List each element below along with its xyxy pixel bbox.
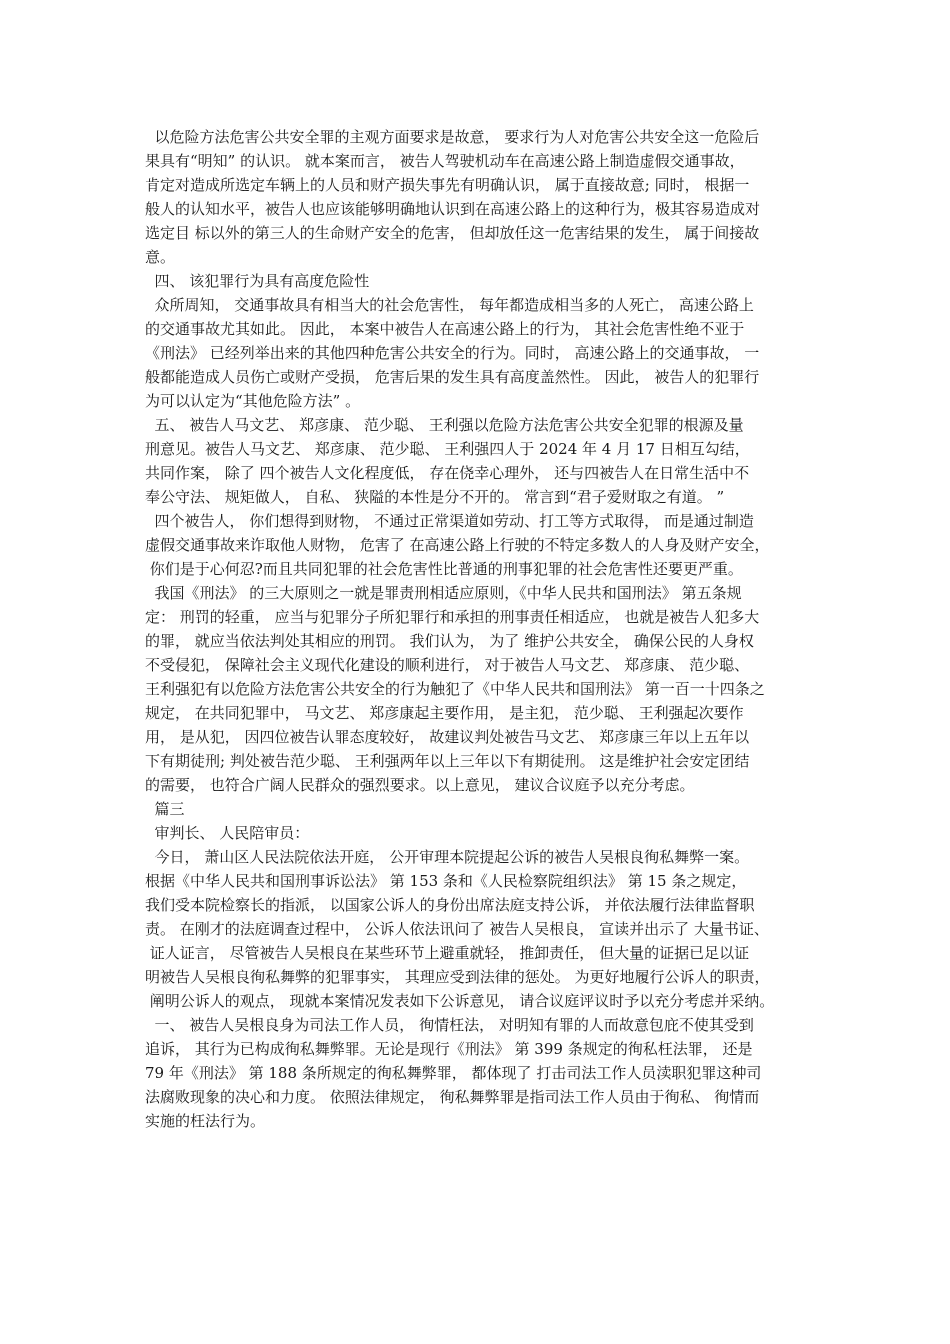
text-line: 的需要， 也符合广阔人民群众的强烈要求。以上意见， 建议合议庭予以充分考虑。 [145,776,695,794]
text-line: 责。 在刚才的法庭调查过程中， 公诉人依法讯问了 被告人吴根良， 宣读并出示了 大量书证、 [145,920,769,938]
text-line: 今日， 萧山区人民法院依法开庭， 公开审理本院提起公诉的被告人吴根良徇私舞弊一案。 [145,848,750,866]
text-line: 审判长、 人民陪审员： [145,824,310,842]
text-line: 定： 刑罚的轻重， 应当与犯罪分子所犯罪行和承担的刑事责任相适应， 也就是被告人犯多大 [145,608,760,626]
text-line: 实施的枉法行为。 [145,1112,266,1130]
text-line: 规定， 在共同犯罪中， 马文艺、 郑彦康起主要作用， 是主犯， 范少聪、 王利强起次要作 [145,704,744,722]
text-line: 我们受本院检察长的指派， 以国家公诉人的身份出席法庭支持公诉， 并依法履行法律监督职 [145,896,755,914]
text-line: 的交通事故尤其如此。 因此， 本案中被告人在高速公路上的行为， 其社会危害性绝不亚于 [145,320,745,338]
text-line: 下有期徒刑; 判处被告范少聪、 王利强两年以上三年以下有期徒刑。 这是维护社会安定团结 [145,752,750,770]
text-line: 刑意见。被告人马文艺、 郑彦康、 范少聪、 王利强四人于 2024 年 4 月 17 日相互勾结， [145,440,750,458]
text-line: 虚假交通事故来诈取他人财物， 危害了 在高速公路上行驶的不特定多数人的人身及财产安全， [145,536,770,554]
text-line: 追诉， 其行为已构成徇私舞弊罪。无论是现行《刑法》 第 399 条规定的徇私枉法罪， 还是 [145,1040,753,1058]
text-line: 众所周知， 交通事故具有相当大的社会危害性， 每年都造成相当多的人死亡， 高速公路上 [145,296,754,314]
text-line: 共同作案， 除了 四个被告人文化程度低， 存在侥幸心理外， 还与四被告人在日常生活中不 [145,464,750,482]
document-page [145,125,820,1133]
text-line: 果具有“明知” 的认识。 就本案而言， 被告人驾驶机动车在高速公路上制造虚假交通事故， [145,152,745,170]
text-line: 明被告人吴根良徇私舞弊的犯罪事实， 其理应受到法律的惩处。 为更好地履行公诉人的职责， [145,968,770,986]
text-line: 的罪， 就应当依法判处其相应的刑罚。 我们认为， 为了 维护公共安全， 确保公民的人身权 [145,632,754,650]
text-line: 奉公守法、 规矩做人， 自私、 狭隘的本性是分不开的。 常言到“君子爱财取之有道。 ” [145,488,725,506]
text-line: 王利强犯有以危险方法危害公共安全的行为触犯了《中华人民共和国刑法》 第一百一十四条之 [145,680,765,698]
text-line: 肯定对造成所选定车辆上的人员和财产损失事先有明确认识， 属于直接故意; 同时， 根据一 [145,176,750,194]
text-line: 五、 被告人马文艺、 郑彦康、 范少聪、 王利强以危险方法危害公共安全犯罪的根源及量 [145,416,744,434]
text-line: 阐明公诉人的观点， 现就本案情况发表如下公诉意见， 请合议庭评议时予以充分考虑并采纳。 [145,992,775,1010]
text-line: 以危险方法危害公共安全罪的主观方面要求是故意， 要求行为人对危害公共安全这一危险后 [145,128,760,146]
text-line: 选定目 标以外的第三人的生命财产安全的危害， 但却放任这一危害结果的发生， 属于间接故 [145,224,760,242]
text-line: 你们是于心何忍?而且共同犯罪的社会危害性比普通的刑事犯罪的社会危害性还要更严重。 [145,560,743,578]
text-line: 四、 该犯罪行为具有高度危险性 [145,272,370,290]
text-line: 意。 [145,248,176,266]
text-line: 一、 被告人吴根良身为司法工作人员， 徇情枉法， 对明知有罪的人而故意包庇不使其受到 [145,1016,754,1034]
text-line: 般都能造成人员伤亡或财产受损， 危害后果的发生具有高度盖然性。 因此， 被告人的犯罪行 [145,368,760,386]
text-line: 篇三 [145,800,185,818]
text-line: 用， 是从犯， 因四位被告认罪态度较好， 故建议判处被告马文艺、 郑彦康三年以上五年以 [145,728,750,746]
text-line: 根据《中华人民共和国刑事诉讼法》 第 153 条和《人民检察院组织法》 第 15 条之规定， [145,872,747,890]
text-line: 《刑法》 已经列举出来的其他四种危害公共安全的行为。同时， 高速公路上的交通事故， 一 [145,344,760,362]
text-line: 般人的认知水平，被告人也应该能够明确地认识到在高速公路上的这种行为，极其容易造成对 [145,200,761,218]
text-line: 不受侵犯， 保障社会主义现代化建设的顺利进行， 对于被告人马文艺、 郑彦康、 范少聪、 [145,656,750,674]
text-line: 为可以认定为“其他危险方法” 。 [145,392,361,410]
text-line: 证人证言， 尽管被告人吴根良在某些环节上避重就轻， 推卸责任， 但大量的证据已足以证 [145,944,750,962]
text-line: 四个被告人， 你们想得到财物， 不通过正常渠道如劳动、打工等方式取得， 而是通过制造 [145,512,754,530]
text-line: 法腐败现象的决心和力度。 依照法律规定， 徇私舞弊罪是指司法工作人员由于徇私、 徇情而 [145,1088,760,1106]
text-line: 我国《刑法》 的三大原则之一就是罪责刑相适应原则，《中华人民共和国刑法》 第五条规 [145,584,742,602]
text-line: 79 年《刑法》 第 188 条所规定的徇私舞弊罪， 都体现了 打击司法工作人员渎职犯罪这种司 [145,1064,762,1082]
